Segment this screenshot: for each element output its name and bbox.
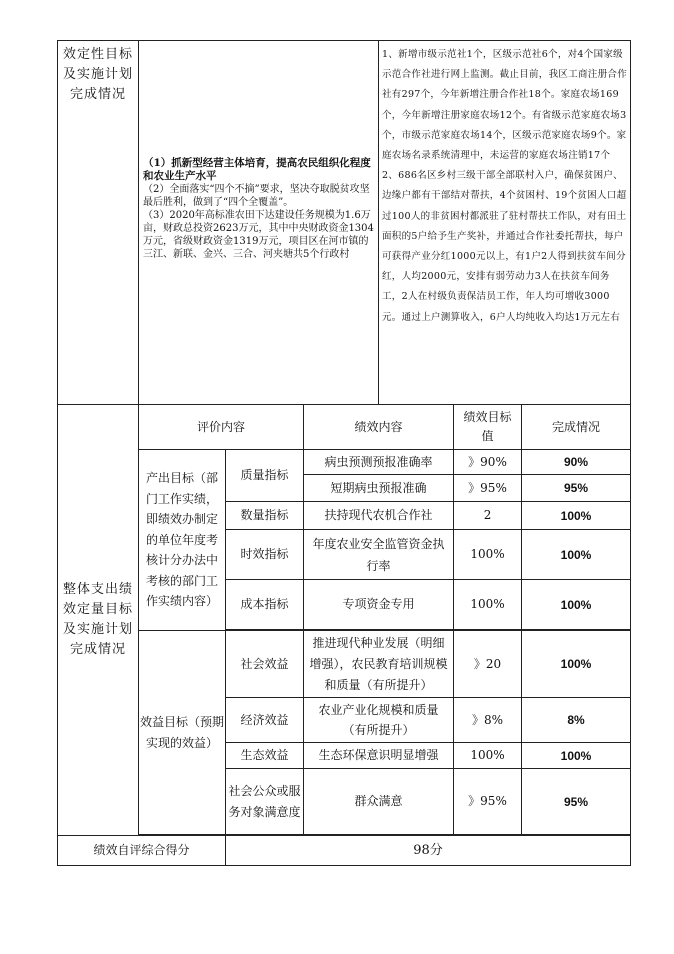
row-8-cat: 社会公众或服务对象满意度 (226, 769, 304, 835)
row-3-target: 100% (454, 530, 522, 580)
row-3-done: 100% (522, 530, 631, 580)
middle-heading: （1）抓新型经营主体培育，提高农民组织化程度和农业生产水平 (143, 157, 371, 182)
row-1-done: 95% (522, 475, 631, 502)
qualitative-label: 效定性目标及实施计划完成情况 (58, 41, 139, 405)
header-perf: 绩效内容 (304, 405, 454, 450)
row-0-cat: 质量指标 (226, 450, 304, 502)
row-1-target: 》95% (454, 475, 522, 502)
row-8-target: 》95% (454, 769, 522, 835)
row-7-cat: 生态效益 (226, 743, 304, 769)
output-group-label: 产出目标（部门工作实绩，即绩效办制定的单位年度考核计分办法中考核的部门工作实绩内容） (139, 450, 226, 631)
row-6-cat: 经济效益 (226, 698, 304, 743)
row-3-cat: 时效指标 (226, 530, 304, 580)
row-5-content: 推进现代种业发展（明细增强），农民教育培训规模和质量（有所提升） (304, 631, 454, 698)
right-para-2: 2、686名区乡村三级干部全部联村入户，确保贫困户、边缘户都有干部结对帮扶，4个贫困村、19个贫困人口超过100人的非贫困村都派驻了驻村帮扶工作队，对有田土面积的5户给予生产奖补，并通过合作社委托帮扶，每户可获得产业分红1000元以上，有1户2人得到扶贫车间分红，人均2000元，安排有弱劳动力3人在扶贫车间务工，2人在村级负责保洁员工作，年人均可增收3000元。通过上户测算收入，6户人均纯收入均达1万元左右 (382, 170, 627, 323)
row-6-content: 农业产业化规模和质量（有所提升） (304, 698, 454, 743)
row-7-target: 100% (454, 743, 522, 769)
row-4-done: 100% (522, 580, 631, 630)
row-1-content: 短期病虫预报准确 (304, 475, 454, 502)
quantitative-table (57, 404, 631, 866)
row-4-target: 100% (454, 580, 522, 630)
header-eval: 评价内容 (139, 405, 304, 450)
row-7-done: 100% (522, 743, 631, 769)
middle-para-3: （3）2020年高标准农田下达建设任务规模为1.6万亩，财政总投资2623万元，其中中央财政资金1304万元，省级财政资金1319万元，项目区在河市镇的三江、新联、金兴、三合、河夹塘共5个行政村 (143, 210, 374, 260)
row-7-content: 生态环保意识明显增强 (304, 743, 454, 769)
final-score-value: 98分 (226, 836, 631, 866)
row-2-cat: 数量指标 (226, 502, 304, 530)
row-2-target: 2 (454, 502, 522, 530)
row-0-target: 》90% (454, 450, 522, 475)
row-8-done: 95% (522, 769, 631, 835)
right-para-1: 1、新增市级示范社1个，区级示范社6个，对4个国家级示范合作社进行网上监测。截止目前，我区工商注册合作社有297个，今年新增注册合作社18个。家庭农场169个，今年新增注册家庭农场12个。有省级示范家庭农场3个，市级示范家庭农场14个，区级示范家庭农场9个。家庭农场名录系统清理中，未运营的家庭农场注销17个 (382, 49, 628, 162)
qualitative-right-cell (379, 41, 631, 405)
qualitative-middle-cell (139, 41, 379, 405)
row-3-content: 年度农业安全监管资金执行率 (304, 530, 454, 580)
row-2-content: 扶持现代农机合作社 (304, 502, 454, 530)
row-4-cat: 成本指标 (226, 580, 304, 630)
row-6-target: 》8% (454, 698, 522, 743)
row-6-done: 8% (522, 698, 631, 743)
row-5-done: 100% (522, 631, 631, 698)
benefit-group-label: 效益目标（预期实现的效益） (139, 631, 226, 835)
qualitative-table (57, 40, 631, 405)
header-target: 绩效目标值 (454, 405, 522, 450)
row-5-cat: 社会效益 (226, 631, 304, 698)
row-5-target: 》20 (454, 631, 522, 698)
final-score-label: 绩效自评综合得分 (58, 836, 226, 866)
row-0-content: 病虫预测预报准确率 (304, 450, 454, 475)
row-8-content: 群众满意 (304, 769, 454, 835)
middle-para-2: （2）全面落实“四个不摘”要求，坚决夺取脱贫攻坚最后胜利，做到了“四个全覆盖”。 (143, 184, 370, 208)
row-4-content: 专项资金专用 (304, 580, 454, 630)
row-0-done: 90% (522, 450, 631, 475)
header-done: 完成情况 (522, 405, 631, 450)
row-2-done: 100% (522, 502, 631, 530)
quantitative-section-label: 整体支出绩效定量目标及实施计划完成情况 (58, 405, 139, 836)
